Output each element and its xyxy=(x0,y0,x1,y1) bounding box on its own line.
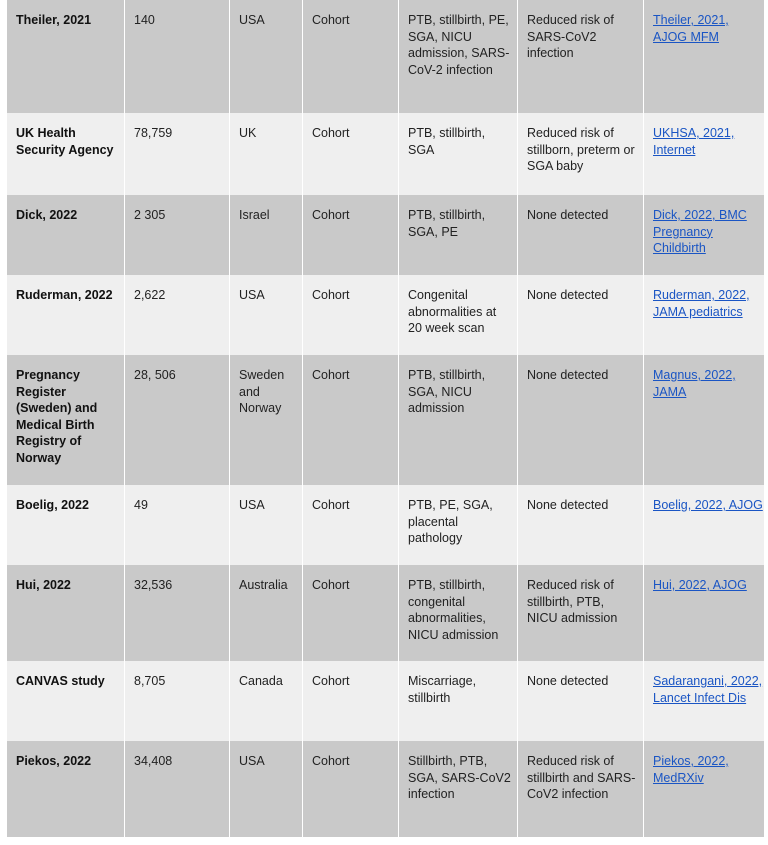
reference-cell xyxy=(644,0,768,113)
study-name: Pregnancy Register (Sweden) and Medical Birth Registry of Norway xyxy=(16,368,98,465)
study-design: Cohort xyxy=(303,661,398,741)
outcomes: PTB, PE, SGA, placental pathology xyxy=(399,485,517,565)
study-design: Cohort xyxy=(303,355,398,485)
findings: None detected xyxy=(518,661,643,741)
sample-size: 28, 506 xyxy=(125,355,229,485)
country: Sweden and Norway xyxy=(230,355,302,485)
country: Canada xyxy=(230,661,302,741)
outcomes: Stillbirth, PTB, SGA, SARS-CoV2 infection xyxy=(399,741,517,837)
sample-size: 32,536 xyxy=(125,565,229,661)
sample-size: 8,705 xyxy=(125,661,229,741)
outcomes: PTB, stillbirth, SGA, NICU admission xyxy=(399,355,517,485)
study-name: Hui, 2022 xyxy=(16,578,71,592)
country: USA xyxy=(230,0,302,113)
findings: Reduced risk of SARS-CoV2 infection xyxy=(518,0,643,113)
findings: None detected xyxy=(518,485,643,565)
study-design: Cohort xyxy=(303,0,398,113)
reference-cell xyxy=(644,355,768,485)
reference-link[interactable]: UKHSA, 2021, Internet xyxy=(653,126,735,157)
sample-size: 34,408 xyxy=(125,741,229,837)
reference-link[interactable]: Hui, 2022, AJOG xyxy=(653,578,747,592)
reference-link[interactable]: Piekos, 2022, MedRXiv xyxy=(653,754,729,785)
table-row xyxy=(7,661,764,741)
table-row xyxy=(7,195,764,275)
reference-cell xyxy=(644,661,768,741)
study-design: Cohort xyxy=(303,485,398,565)
reference-link[interactable]: Dick, 2022, BMC Pregnancy Childbirth xyxy=(653,208,747,255)
sample-size: 140 xyxy=(125,0,229,113)
reference-link[interactable]: Boelig, 2022, AJOG xyxy=(653,498,763,512)
study-name: Dick, 2022 xyxy=(16,208,78,222)
outcomes: PTB, stillbirth, SGA xyxy=(399,113,517,195)
study-name: Piekos, 2022 xyxy=(16,754,92,768)
reference-cell xyxy=(644,275,768,355)
country: UK xyxy=(230,113,302,195)
studies-table xyxy=(7,0,764,837)
reference-cell xyxy=(644,565,768,661)
table-row xyxy=(7,565,764,661)
sample-size: 78,759 xyxy=(125,113,229,195)
reference-cell xyxy=(644,741,768,837)
sample-size: 2 305 xyxy=(125,195,229,275)
country: Israel xyxy=(230,195,302,275)
study-design: Cohort xyxy=(303,195,398,275)
table-row xyxy=(7,485,764,565)
findings: None detected xyxy=(518,275,643,355)
findings: Reduced risk of stillborn, preterm or SGA baby xyxy=(518,113,643,195)
outcomes: PTB, stillbirth, SGA, PE xyxy=(399,195,517,275)
table-row xyxy=(7,0,764,113)
findings: Reduced risk of stillbirth and SARS-CoV2 infection xyxy=(518,741,643,837)
table-row xyxy=(7,355,764,485)
table-row xyxy=(7,741,764,837)
table-row xyxy=(7,275,764,355)
reference-cell xyxy=(644,195,768,275)
country: USA xyxy=(230,485,302,565)
country: USA xyxy=(230,275,302,355)
reference-link[interactable]: Magnus, 2022, JAMA xyxy=(653,368,736,399)
outcomes: Congenital abnormalities at 20 week scan xyxy=(399,275,517,355)
reference-link[interactable]: Ruderman, 2022, JAMA pediatrics xyxy=(653,288,750,319)
findings: None detected xyxy=(518,355,643,485)
outcomes: PTB, stillbirth, PE, SGA, NICU admission, SARS-CoV-2 infection xyxy=(399,0,517,113)
reference-link[interactable]: Sadarangani, 2022, Lancet Infect Dis xyxy=(653,674,763,705)
study-design: Cohort xyxy=(303,275,398,355)
outcomes: Miscarriage, stillbirth xyxy=(399,661,517,741)
findings: None detected xyxy=(518,195,643,275)
sample-size: 2,622 xyxy=(125,275,229,355)
study-name: Ruderman, 2022 xyxy=(16,288,113,302)
outcomes: PTB, stillbirth, congenital abnormalities, NICU admission xyxy=(399,565,517,661)
study-name: Boelig, 2022 xyxy=(16,498,89,512)
sample-size: 49 xyxy=(125,485,229,565)
country: USA xyxy=(230,741,302,837)
study-name: Theiler, 2021 xyxy=(16,13,92,27)
reference-cell xyxy=(644,113,768,195)
study-design: Cohort xyxy=(303,113,398,195)
study-name: UK Health Security Agency xyxy=(16,126,114,157)
findings: Reduced risk of stillbirth, PTB, NICU admission xyxy=(518,565,643,661)
country: Australia xyxy=(230,565,302,661)
reference-link[interactable]: Theiler, 2021, AJOG MFM xyxy=(653,13,729,44)
study-design: Cohort xyxy=(303,565,398,661)
reference-cell xyxy=(644,485,768,565)
study-design: Cohort xyxy=(303,741,398,837)
study-name: CANVAS study xyxy=(16,674,105,688)
table-row xyxy=(7,113,764,195)
